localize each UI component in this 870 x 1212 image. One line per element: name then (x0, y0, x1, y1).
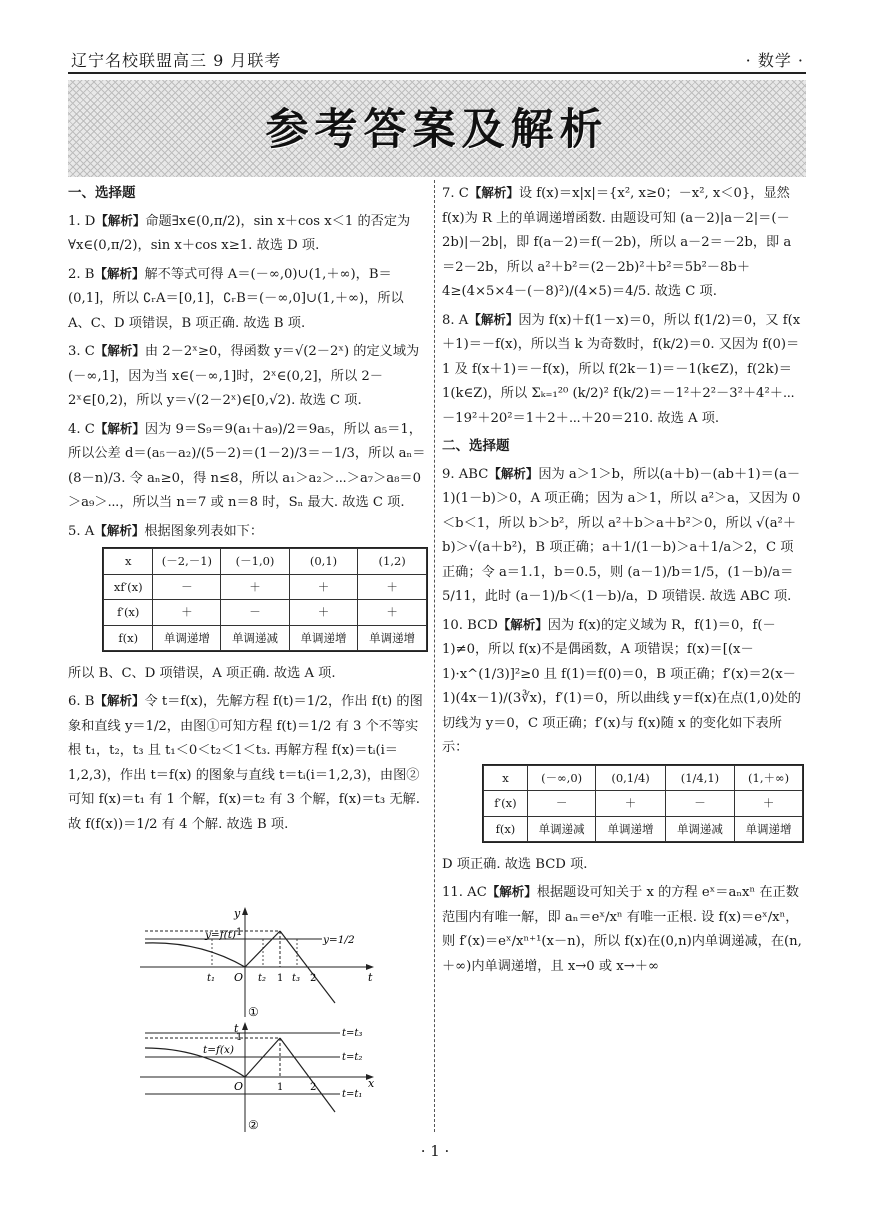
figure-caption-2: ② (248, 1118, 259, 1132)
answer-9: 9. ABC【解析】因为 a＞1＞b，所以(a＋b)－(ab＋1)＝(a－1)(1－b)＞0，A 项正确；因为 a＞1，所以 a²＞a，又因为 0＜b＜1，所以 b＞b²，所以 a²＋b＞a＋b²＞0，所以 √(a²＋b)＞√(a＋b²)，B 项正确；a＋1/(1－b)＞a＋1/a＞2，C 项正确；令 a＝1.1，b＝0.5，则 (a－1)/b＝1/5，(1－b)/a＝5/11，此时 (a－1)/b＜(1－b)/a，D 项错误. 故选 ABC 项. (442, 465, 801, 604)
axis-label-x: x (368, 1077, 375, 1090)
answer-7: 7. C【解析】设 f(x)＝x|x|＝{x², x≥0；－x², x＜0}，显然 f(x)为 R 上的单调递增函数. 由题设可知 (a－2)|a－2|＝(－2b)|－2b|，即 f(a－2)＝f(－2b)，所以 a－2＝－2b，即 a＝2－2b，所以 a²＋b²＝(2－2b)²＋b²＝5b²－8b＋4≥(4×5×4－(－8)²)/(4×5)＝4/5. 故选 C 项. (442, 185, 792, 299)
answer-6: 6. B【解析】令 t＝f(x)，先解方程 f(t)＝1/2，作出 f(t) 的图象和直线 y＝1/2，由图①可知方程 f(t)＝1/2 有 3 个不等实根 t₁，t₂，t₃ 且 t₁＜0＜t₂＜1＜t₃. 再解方程 f(x)＝tᵢ(i＝1,2,3)，作出 t＝f(x) 的图象与直线 t＝tᵢ(i＝1,2,3)，由图②可知 f(x)＝t₁ 有 1 个解，f(x)＝t₂ 有 3 个解，f(x)＝t₃ 无解. 故 f(f(x))＝1/2 有 4 个解. 故选 B 项. (68, 693, 423, 832)
answer-3: 3. C【解析】由 2－2ˣ≥0，得函数 y＝√(2－2ˣ) 的定义域为(－∞,1]，因为当 x∈(－∞,1]时，2ˣ∈(0,2]，所以 2－2ˣ∈[0,2)，所以 y＝√(2－2ˣ)∈[0,√2). 故选 C 项. (68, 343, 420, 408)
page-number: · 1 · (420, 1142, 450, 1160)
figure-caption-1: ① (248, 1005, 259, 1019)
section-heading-2: 二、选择题 (442, 438, 510, 454)
table-row: f(x) 单调递增 单调递减 单调递增 单调递增 (104, 625, 427, 651)
origin-label: O (234, 1080, 244, 1093)
axis-label-t: t (368, 971, 373, 984)
figure-1-graph (130, 905, 380, 1020)
header-title: 辽宁名校联盟高三 9 月联考 (71, 51, 282, 70)
tick-label-t1: 1 (236, 1032, 243, 1043)
header-rule (68, 72, 806, 74)
answer-10: 10. BCD【解析】因为 f(x)的定义域为 R，f(1)＝0，f(－1)≠0，所以 f(x)不是偶函数，A 项错误；f(x)＝[(x－1)·x^(1/3)]²≥0 且 f(1)＝f(0)＝0，B 项正确；f′(x)＝2(x－1)(4x－1)/(3∛x)，f′(1)＝0，所以曲线 y＝f(x)在点(1,0)处的切线为 y＝0，C 项正确；f′(x)与 f(x)随 x 的变化如下表所示： (442, 616, 801, 755)
answer-2: 2. B【解析】解不等式可得 A＝(－∞,0)∪(1,＋∞)，B＝(0,1]，所以 ∁ᵣA＝[0,1]，∁ᵣB＝(－∞,0]∪(1,＋∞)，所以 A、C、D 项错误，B 项正确. 故选 B 项. (68, 265, 404, 331)
tick-label-t1: t₁ (207, 973, 216, 984)
tick-label-y1: 1 (236, 927, 243, 938)
answer-10-conclusion: D 项正确. 故选 BCD 项. (442, 856, 588, 872)
table-row: f(x) 单调递减 单调递增 单调递减 单调递增 (484, 816, 803, 842)
line-label-t2: t=t₂ (342, 1052, 363, 1063)
axis-label-y: y (234, 907, 241, 920)
answer-11: 11. AC【解析】根据题设可知关于 x 的方程 eˣ＝aₙxⁿ 在正数范围内有唯一解，即 aₙ＝eˣ/xⁿ 有唯一正根. 设 f(x)＝eˣ/xⁿ，则 f′(x)＝eˣ/xⁿ⁺¹(x－n)，所以 f(x)在(0,n)内单调递减，在(n,＋∞)内单调递增，且 x→0 或 x→＋∞ (442, 884, 802, 974)
right-column (442, 181, 804, 982)
table-header-row: x (－∞,0) (0,1/4) (1/4,1) (1,＋∞) (484, 765, 803, 791)
tick-label-1: 1 (277, 1082, 284, 1093)
table-row: xf′(x) － ＋ ＋ ＋ (104, 574, 427, 600)
banner-title: 参考答案及解析 (265, 105, 609, 155)
tick-label-t3: t₃ (292, 973, 301, 984)
left-column (68, 181, 428, 840)
figure-2-graph (130, 1020, 380, 1135)
answer-1: 1. D【解析】命题∃x∈(0,π/2)，sin x＋cos x＜1 的否定为∀x∈(0,π/2)，sin x＋cos x≥1. 故选 D 项. (68, 212, 411, 253)
answer-5-conclusion: 所以 B、C、D 项错误，A 项正确. 故选 A 项. (68, 665, 336, 681)
header-subject: · 数学 · (745, 51, 804, 70)
curve-label: t=f(x) (203, 1044, 235, 1056)
tick-label-t2: t₂ (258, 973, 267, 984)
axis-label-t: t (234, 1022, 239, 1035)
column-divider (434, 180, 435, 1132)
sign-table-q10 (483, 765, 803, 843)
tick-label-1: 1 (277, 973, 284, 984)
answer-5: 5. A【解析】根据图象列表如下： (68, 522, 264, 539)
curve-label: y=f(t) (205, 929, 237, 941)
answer-4: 4. C【解析】因为 9＝S₉＝9(a₁＋a₉)/2＝9a₅，所以 a₅＝1，所以公差 d＝(a₅－a₂)/(5－2)＝(1－2)/3＝－1/3，所以 aₙ＝(8－n)/3. 令 aₙ≥0，得 n≤8，所以 a₁＞a₂＞⋯＞a₇＞a₈＝0＞a₉＞⋯，所以当 n＝7 或 n＝8 时，Sₙ 最大. 故选 C 项. (68, 420, 426, 510)
tick-label-2: 2 (310, 973, 317, 984)
section-heading-1: 一、选择题 (68, 185, 136, 201)
table-row: f′(x) － ＋ － ＋ (484, 791, 803, 817)
table-row: f′(x) ＋ － ＋ ＋ (104, 600, 427, 626)
line-label: y=1/2 (323, 934, 355, 946)
line-label-t1: t=t₁ (342, 1089, 363, 1100)
sign-table-q5 (103, 548, 427, 651)
title-banner (68, 80, 806, 177)
tick-label-2: 2 (310, 1082, 317, 1093)
line-label-t3: t=t₃ (342, 1028, 363, 1039)
answer-8: 8. A【解析】因为 f(x)＋f(1－x)＝0，所以 f(1/2)＝0，又 f(x＋1)＝－f(x)，所以当 k 为奇数时，f(k/2)＝0. 又因为 f(0)＝1 及 f(x＋1)＝－f(x)，所以 f(2k－1)＝－1(k∈Z)，f(2k)＝1(k∈Z)，所以 Σₖ₌₁²⁰ (k/2)² f(k/2)＝－1²＋2²－3²＋4²＋⋯－19²＋20²＝1＋2＋⋯＋20＝210. 故选 A 项. (442, 311, 801, 426)
origin-label: O (234, 971, 244, 984)
table-header-row: x (－2,－1) (－1,0) (0,1) (1,2) (104, 549, 427, 575)
